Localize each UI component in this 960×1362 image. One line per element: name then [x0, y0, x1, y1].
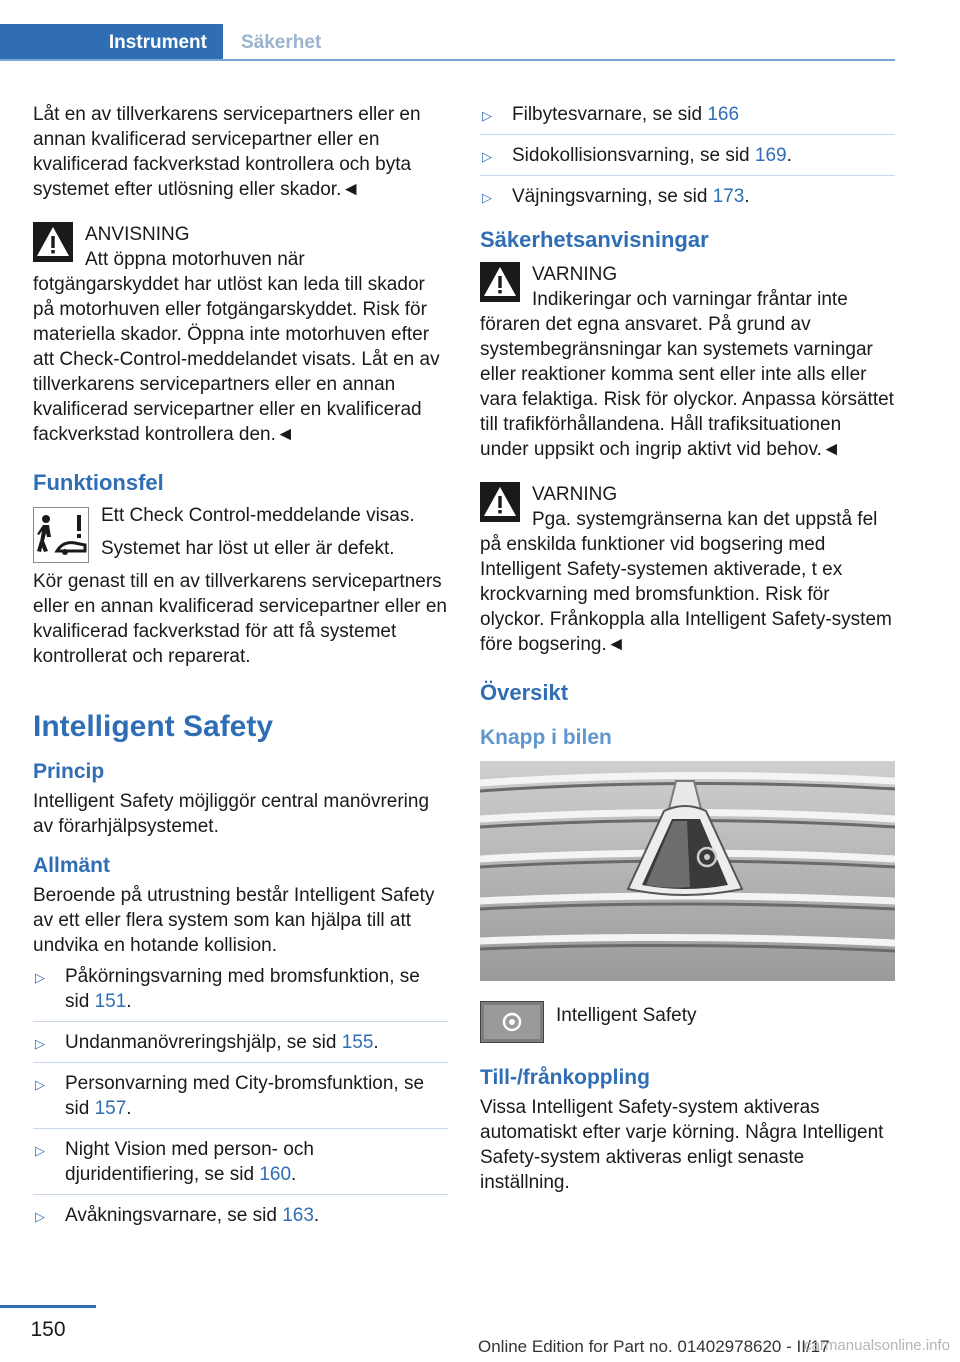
intelligent-safety-heading: Intelligent Safety	[33, 710, 274, 743]
note-box	[33, 222, 448, 447]
list-item: ▷ Väjningsvarning, se sid 173.	[480, 184, 895, 216]
page-number: 150	[30, 1318, 66, 1341]
fault-line-1: Ett Check Control-meddelande visas.	[101, 505, 415, 526]
princip-text: Intelligent Safety möjliggör central manövrering av förarhjälpsystemet.	[33, 791, 430, 837]
list-item: ▷ Påkörningsvarning med bromsfunktion, se sid 151.	[33, 964, 448, 1022]
button-label: Intelligent Safety	[556, 1005, 697, 1026]
fault-line-2: Systemet har löst ut eller är defekt.	[101, 538, 395, 559]
warning-text: Pga. systemgränserna kan det uppstå fel på enskilda funktioner vid bogsering med Intelligent Safety-systemen aktiverade, t ex krockvarning med bromsfunktion. Risk för olyckor. Frånkoppla alla Intelligent Safety-system före bogsering.◄	[480, 509, 892, 655]
system-list-right	[480, 102, 895, 216]
intelligent-safety-button-icon[interactable]	[480, 1001, 544, 1043]
button-console-photo	[480, 761, 895, 981]
button-legend-row	[480, 1001, 895, 1043]
note-heading: ANVISNING	[85, 224, 190, 245]
sakerhetsanvisningar-heading: Säkerhetsanvisningar	[480, 227, 709, 252]
knapp-heading: Knapp i bilen	[480, 726, 612, 749]
till-text: Vissa Intelligent Safety-system aktiveras automatiskt efter varje körning. Några Intelligent Safety-system aktiveras enligt senaste inställning.	[480, 1097, 884, 1193]
list-item: ▷ Personvarning med City-bromsfunktion, se sid 157.	[33, 1071, 448, 1129]
bullet-triangle-icon: ▷	[35, 1036, 45, 1051]
list-item: ▷ Undanmanövreringshjälp, se sid 155.	[33, 1030, 448, 1063]
page-link[interactable]: 157	[94, 1098, 127, 1119]
list-item: ▷ Night Vision med person- och djuridentifiering, se sid 160.	[33, 1137, 448, 1195]
bullet-triangle-icon: ▷	[482, 149, 492, 164]
watermark: carmanualsonline.info	[804, 1337, 950, 1354]
page-link[interactable]: 173	[712, 186, 745, 207]
bullet-triangle-icon: ▷	[482, 108, 492, 123]
header-rule	[0, 59, 895, 61]
page-link[interactable]: 169	[754, 145, 787, 166]
bullet-triangle-icon: ▷	[35, 970, 45, 985]
edition-text: Online Edition for Part no. 01402978620 - II/17	[478, 1337, 830, 1356]
list-item: ▷ Sidokollisionsvarning, se sid 169.	[480, 143, 895, 176]
footer-rule	[0, 1305, 96, 1308]
warning-text: Indikeringar och varningar fråntar inte föraren det egna ansvaret. På grund av systembegränsningar kan systemets varningar eller reaktioner komma sent eller inte alls eller vara felaktiga. Risk för olyckor. Anpassa körsättet till trafikförhållandena. Håll trafiksituationen under uppsikt och ingrip aktivt vid behov.◄	[480, 289, 894, 460]
warning-triangle-icon	[33, 222, 73, 262]
bullet-triangle-icon: ▷	[482, 190, 492, 205]
tab-instrument[interactable]: Instrument	[0, 24, 223, 61]
list-item: ▷ Avåkningsvarnare, se sid 163.	[33, 1203, 448, 1235]
funktionsfel-heading: Funktionsfel	[33, 470, 164, 495]
allmant-heading: Allmänt	[33, 854, 111, 877]
warning-heading: VARNING	[532, 484, 618, 505]
allmant-text: Beroende på utrustning består Intelligent Safety av ett eller flera system som kan hjälpa till att undvika en hotande kollision.	[33, 885, 435, 956]
warning-box-2	[480, 482, 895, 657]
page-link[interactable]: 160	[259, 1164, 292, 1185]
bullet-triangle-icon: ▷	[35, 1209, 45, 1224]
page-link[interactable]: 151	[94, 991, 127, 1012]
header-tabbar	[0, 24, 895, 62]
tab-sakerhet[interactable]: Säkerhet	[241, 31, 322, 53]
bullet-triangle-icon: ▷	[35, 1143, 45, 1158]
intro-paragraph: Låt en av tillverkarens servicepartners eller en annan kvalificerad servicepartner eller en kvalificerad fackverkstad kontrollera och byta systemet efter utlösning eller skador.◄	[33, 104, 421, 200]
warning-box-1	[480, 262, 895, 462]
till-franskoppling-heading: Till-/frånkoppling	[480, 1066, 650, 1089]
note-text: Att öppna motorhuven när fotgängarskyddet har utlöst kan leda till skador på motorhuven eller fotgängarskyddet. Risk för materiella skador. Öppna inte motorhuven efter att Check-Control-meddelandet visats. Låt en av tillverkarens servicepartners eller en annan kvalificerad servicepartner eller en kvalificerad fackverkstad kontrollera den.◄	[33, 249, 440, 445]
page-link[interactable]: 163	[282, 1205, 314, 1226]
oversikt-heading: Översikt	[480, 680, 569, 705]
princip-heading: Princip	[33, 760, 105, 783]
warning-triangle-icon	[480, 482, 520, 522]
warning-triangle-icon	[480, 262, 520, 302]
pedestrian-protection-icon	[33, 507, 89, 563]
system-list-left	[33, 964, 448, 1235]
right-column	[480, 102, 895, 1209]
page-link[interactable]: 166	[707, 104, 740, 125]
warning-heading: VARNING	[532, 264, 618, 285]
fault-line-3: Kör genast till en av tillverkarens servicepartners eller en annan kvalificerad servicepartner eller en kvalificerad fackverkstad för att få systemet kontrollerat och reparerat.	[33, 571, 448, 667]
bullet-triangle-icon: ▷	[35, 1077, 45, 1092]
list-item: ▷ Filbytesvarnare, se sid 166	[480, 102, 895, 135]
left-column	[33, 102, 448, 1243]
page-link[interactable]: 155	[341, 1032, 374, 1053]
fault-block	[33, 503, 448, 669]
